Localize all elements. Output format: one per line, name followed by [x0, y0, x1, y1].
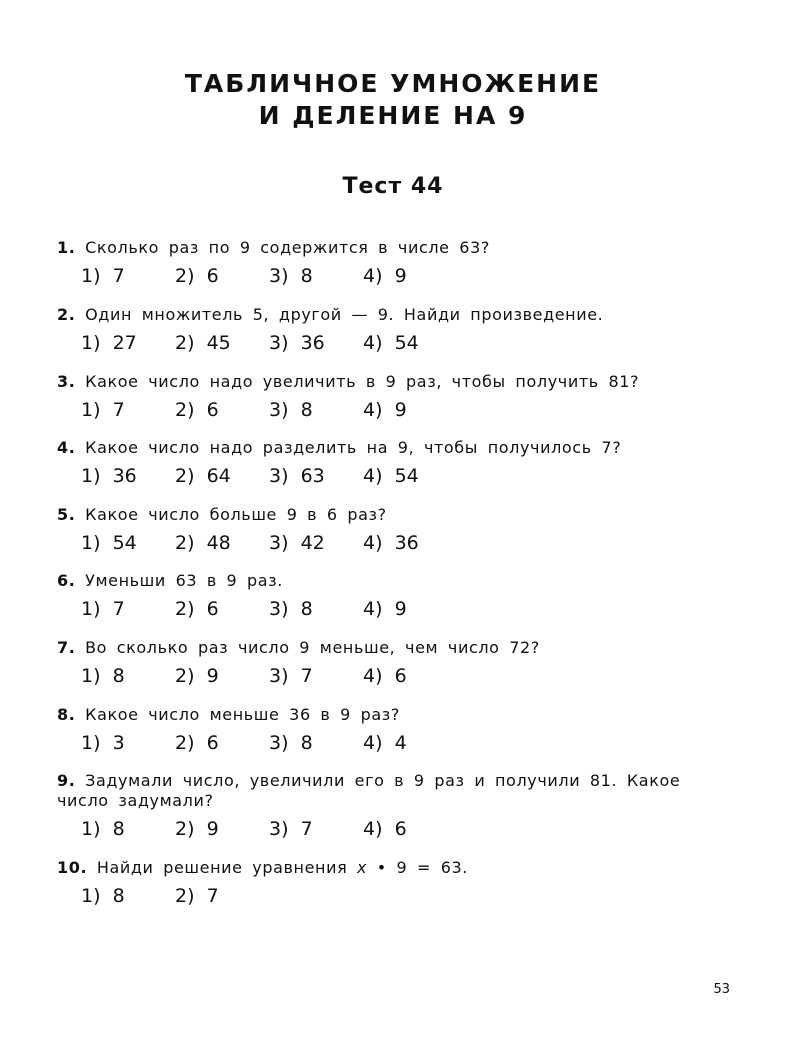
answer-options	[81, 331, 737, 355]
answer-option[interactable]: 2) 6	[175, 732, 219, 754]
task-question-text: Сколько раз по 9 содержится в числе 63?	[85, 238, 490, 257]
answer-option[interactable]: 1) 36	[81, 465, 137, 487]
task-question	[57, 705, 737, 725]
task-question-text: Во сколько раз число 9 меньше, чем число 72?	[85, 638, 540, 657]
answer-option[interactable]: 3) 8	[269, 732, 313, 754]
task-question	[57, 438, 737, 458]
answer-option[interactable]: 3) 42	[269, 532, 325, 554]
test-heading: Тест 44	[342, 174, 444, 199]
task-6	[57, 571, 737, 621]
answer-option[interactable]: 1) 3	[81, 732, 125, 754]
answer-option[interactable]: 1) 8	[81, 665, 125, 687]
answer-option[interactable]: 4) 54	[363, 332, 419, 354]
task-number: 5.	[57, 505, 76, 524]
answer-option[interactable]: 2) 64	[175, 465, 231, 487]
page-title-line-1: ТАБЛИЧНОЕ УМНОЖЕНИЕ	[184, 69, 602, 98]
answer-option[interactable]: 1) 7	[81, 265, 125, 287]
task-question-text: Какое число надо увеличить в 9 раз, чтобы получить 81?	[85, 372, 640, 391]
task-number: 4.	[57, 438, 76, 457]
task-7	[57, 638, 737, 688]
answer-option[interactable]: 3) 8	[269, 265, 313, 287]
answer-option[interactable]: 2) 48	[175, 532, 231, 554]
answer-options	[81, 264, 737, 288]
task-question	[57, 238, 737, 258]
task-number: 2.	[57, 305, 76, 324]
task-question-text: Найди решение уравнения	[96, 858, 348, 877]
task-2	[57, 305, 737, 355]
answer-option[interactable]: 3) 36	[269, 332, 325, 354]
answer-option[interactable]: 1) 54	[81, 532, 137, 554]
answer-options	[81, 731, 737, 755]
task-question-text: Один множитель 5, другой — 9. Найди произведение.	[85, 305, 604, 324]
answer-option[interactable]: 1) 7	[81, 399, 125, 421]
task-number: 7.	[57, 638, 76, 657]
task-number: 6.	[57, 571, 76, 590]
answer-options	[81, 398, 737, 422]
task-8	[57, 705, 737, 755]
task-question	[57, 771, 737, 811]
answer-option[interactable]: 2) 7	[175, 885, 219, 907]
task-question	[57, 638, 737, 658]
task-number: 1.	[57, 238, 76, 257]
answer-option[interactable]: 1) 8	[81, 885, 125, 907]
task-question	[57, 505, 737, 525]
answer-options	[81, 884, 737, 908]
answer-option[interactable]: 4) 6	[363, 665, 407, 687]
task-9	[57, 771, 737, 841]
answer-option[interactable]: 3) 7	[269, 818, 313, 840]
answer-option[interactable]: 4) 54	[363, 465, 419, 487]
answer-options	[81, 817, 737, 841]
page-title-line-2: И ДЕЛЕНИЕ НА 9	[258, 101, 528, 130]
answer-option[interactable]: 2) 6	[175, 399, 219, 421]
task-3	[57, 372, 737, 422]
task-4	[57, 438, 737, 488]
task-question	[57, 858, 737, 878]
answer-options	[81, 664, 737, 688]
answer-option[interactable]: 4) 9	[363, 598, 407, 620]
answer-option[interactable]: 1) 7	[81, 598, 125, 620]
answer-options	[81, 531, 737, 555]
task-number: 8.	[57, 705, 76, 724]
task-question-text: Какое число надо разделить на 9, чтобы получилось 7?	[85, 438, 622, 457]
answer-option[interactable]: 2) 6	[175, 265, 219, 287]
equation-variable: x	[357, 858, 368, 877]
answer-option[interactable]: 2) 6	[175, 598, 219, 620]
answer-option[interactable]: 4) 9	[363, 399, 407, 421]
task-question	[57, 372, 737, 392]
equation-rest: • 9 = 63.	[367, 858, 468, 877]
answer-option[interactable]: 2) 45	[175, 332, 231, 354]
task-question	[57, 305, 737, 325]
answer-option[interactable]: 3) 63	[269, 465, 325, 487]
task-5	[57, 505, 737, 555]
task-number: 3.	[57, 372, 76, 391]
answer-option[interactable]: 4) 6	[363, 818, 407, 840]
task-number: 9.	[57, 771, 76, 790]
answer-option[interactable]: 4) 9	[363, 265, 407, 287]
answer-option[interactable]: 3) 7	[269, 665, 313, 687]
answer-option[interactable]: 3) 8	[269, 399, 313, 421]
answer-options	[81, 597, 737, 621]
task-10	[57, 858, 737, 908]
task-question-text: Задумали число, увеличили его в 9 раз и получили 81. Какое число задумали?	[57, 771, 681, 810]
answer-option[interactable]: 1) 27	[81, 332, 137, 354]
answer-option[interactable]: 4) 4	[363, 732, 407, 754]
task-number: 10.	[57, 858, 88, 877]
task-question-text: Какое число меньше 36 в 9 раз?	[85, 705, 400, 724]
answer-option[interactable]: 4) 36	[363, 532, 419, 554]
task-question-text: Уменьши 63 в 9 раз.	[85, 571, 283, 590]
task-question	[57, 571, 737, 591]
answer-option[interactable]: 1) 8	[81, 818, 125, 840]
answer-option[interactable]: 2) 9	[175, 818, 219, 840]
task-1	[57, 238, 737, 288]
answer-option[interactable]: 2) 9	[175, 665, 219, 687]
task-question-text: Какое число больше 9 в 6 раз?	[85, 505, 387, 524]
answer-options	[81, 464, 737, 488]
answer-option[interactable]: 3) 8	[269, 598, 313, 620]
page-number: 53	[713, 982, 730, 997]
